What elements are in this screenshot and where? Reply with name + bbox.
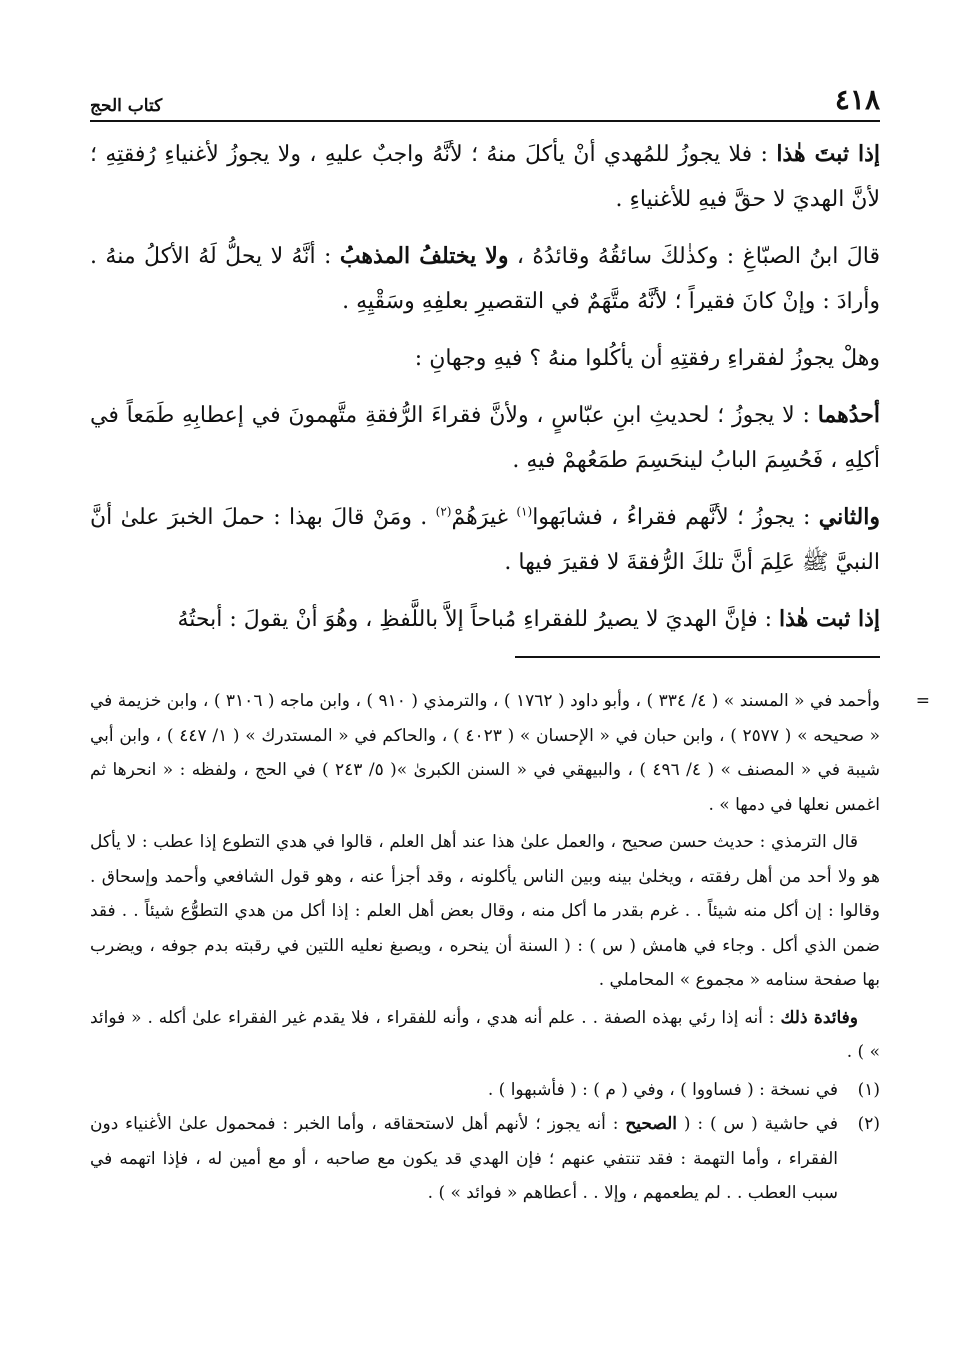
footnote-text: في نسخة : ( فساووا ) ، وفي ( م ) : ( فأشبهوا ) . <box>487 1079 838 1100</box>
book-page <box>90 78 930 1211</box>
footnote-continuation <box>90 684 930 822</box>
paragraph <box>90 336 880 381</box>
paragraph <box>90 393 880 483</box>
paragraph-text: وهلْ يجوزُ لفقراءِ رفقتِهِ أن يأكُلوا منهُ ؟ فيهِ وجهانِ : <box>414 346 880 371</box>
paragraph-text: : لا يجوزُ ؛ لحديثِ ابنِ عبّاسٍ ، ولأنَّ فقراءَ الرُّفقةِ متَّهمونَ في إعطابِهِ طَمَعاً في أكلِهِ ، فَحُسِمَ البابُ لينحَسِمَ طمَعُهمْ فيهِ . <box>90 403 880 473</box>
paragraph-text: قالَ ابنُ الصبّاغِ : وكذٰلكَ سائقُهُ وقائدُهُ ، <box>508 244 881 269</box>
footnotes <box>90 684 930 1211</box>
paragraph-text: غيرَهُمْ <box>451 505 517 530</box>
continuation-mark: = <box>915 691 930 711</box>
paragraph-lead: أحدُهما <box>817 402 880 428</box>
footnote-text: وأحمد في « المسند » ( ٤/ ٣٣٤ ) ، وأبو داود ( ١٧٦٢ ) ، والترمذي ( ٩١٠ ) ، وابن ماجه ( ٣١٠٦ ) ، وابن خزيمة في « صحيحه » ( ٢٥٧٧ ) ، وابن حبان في « الإحسان » ( ٤٠٢٣ ) ، والحاكم في « المستدرك » ( ١/ ٤٤٧ ) ، وابن أبي شيبة في « المصنف » ( ٤/ ٤٩٦ ) ، والبيهقي في « السنن الكبرىٰ »( ٥/ ٢٤٣ ) في الحج ، ولفظه : « انحرها ثم اغمس نعلها في دمها » . <box>90 691 880 815</box>
paragraph <box>90 597 880 642</box>
footnote-ref[interactable]: (١) <box>516 504 533 519</box>
paragraph-lead: إذا ثبت هٰذا <box>779 606 880 632</box>
page-header <box>90 78 880 122</box>
paragraph-text: : فإنَّ الهديَ لا يصيرُ للفقراءِ مُباحاً إلاَّ باللَّفظِ ، وهُوَ أنْ يقولَ : أبحتُهُ <box>177 607 780 632</box>
paragraph <box>90 495 880 585</box>
paragraph-text: : أنَّهُ لا يحلُّ لَهُ الأكلُ منهُ . وأرادَ : وإنْ كانَ فقيراً ؛ لأنَّهُ متَّهَمٌ في التقصيرِ بعلفِهِ وسَقْيِهِ . <box>90 244 880 314</box>
footnote-divider <box>515 656 880 658</box>
footnote-ref[interactable]: (٢) <box>435 504 452 519</box>
footnote-text <box>90 1001 880 1070</box>
paragraph-lead: والثاني <box>818 504 880 530</box>
footnote-span: في حاشية ( س ) : ( <box>677 1114 838 1134</box>
paragraph-text: : يجوزُ ؛ لأنَّهم فقراءُ ، فشابَهوا <box>532 505 819 530</box>
footnote-number: (١) <box>857 1079 880 1100</box>
main-text <box>90 132 880 642</box>
footnote-bold: الصحيح <box>625 1114 678 1134</box>
footnote-2 <box>90 1107 880 1211</box>
footnote-span: : أنه إذا رئي بهذه الصفة . . علم أنه هدي ، وأنه للفقراء ، فلا يقدم غير الفقراء علىٰ أكله . « فوائد » ) . <box>90 1007 880 1062</box>
page-number: ٤١٨ <box>834 83 880 116</box>
book-title: كتاب الحج <box>90 96 163 116</box>
footnote-1 <box>90 1073 880 1108</box>
paragraph-lead: إذا ثبتَ هٰذا <box>776 141 880 167</box>
paragraph <box>90 132 880 222</box>
paragraph-text: . ومَنْ قالَ بهذا : حملَ الخبرَ علىٰ أنَّ النبيَّ ﷺ عَلِمَ أنَّ تلكَ الرُّفقةَ لا فقيرَ فيها . <box>90 505 880 575</box>
footnote-text: قال الترمذي : حديث حسن صحيح ، والعمل علىٰ هذا عند أهل العلم ، قالوا في هدي التطوع إذا عطب : لا يأكل هو ولا أحد من أهل رفقته ، ويخلىٰ بينه وبين الناس يأكلونه ، وقد أجزأ عنه ، وهو قول الشافعي وأحمد وإسحاق . وقالوا : إن أكل منه شيئاً . . غرم بقدر ما أكل منه ، وقال بعض أهل العلم : إذا أكل من هدي التطوُّع شيئاً . . فقد ضمن الذي أكل . وجاء في هامش ( س ) : ( السنة أن ينحره ، ويصبغ نعليه اللتين في رقبته بدم جوفه ، ويضرب بها صفحة سنامه « مجموع » المحاملي . <box>90 832 880 990</box>
paragraph-text: : فلا يجوزُ للمُهدي أنْ يأكلَ منهُ ؛ لأنَّهُ واجبٌ عليهِ ، ولا يجوزُ لأغنياءِ رُفقتِهِ ؛ لأنَّ الهديَ لا حقَّ فيهِ للأغنياءِ . <box>90 142 880 212</box>
footnote-bold: وفائدة ذلك <box>780 1007 859 1028</box>
footnote-text <box>90 1107 838 1211</box>
paragraph <box>90 234 880 324</box>
footnote-span: : أنه يجوز ؛ لأنهم أهل لاستحقاقه ، وأما الخبر : فمحمول علىٰ الأغنياء دون الفقراء ، وأما التهمة : فقد تنتفي عنهم ؛ فإن الهدي قد يكون مع صاحبه ، أو مع أمين له ، فإذا اتهمه في سبب العطب . . لم يطعمهم ، وإلا . . أعطاهم « فوائد » ) . <box>90 1114 838 1203</box>
paragraph-bold: ولا يختلفُ المذهبُ <box>339 243 509 269</box>
footnote-number: (٢) <box>857 1114 880 1134</box>
